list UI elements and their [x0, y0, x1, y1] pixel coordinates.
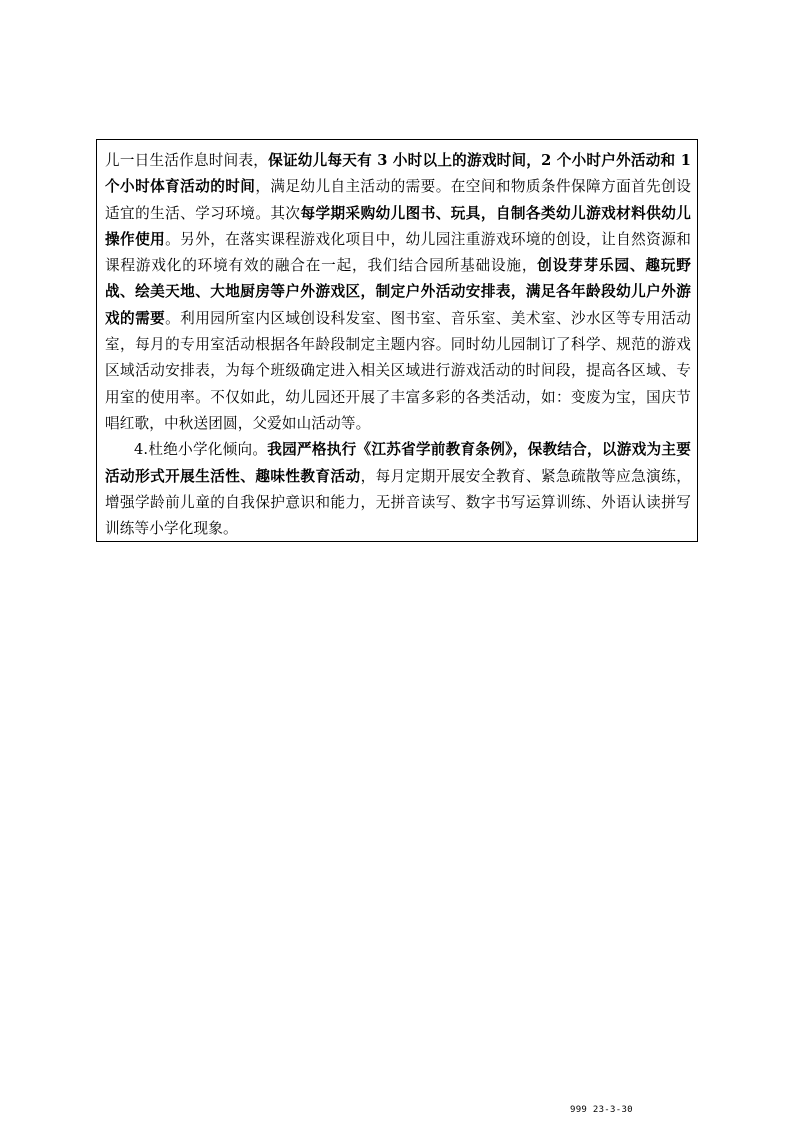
- footer-stamp: 999 23-3-30: [570, 1105, 633, 1115]
- text-segment: ，每月定期开展安全教育、紧急疏散等应急演练，增强学龄前儿童的自我保护意识和能力，无拼音读写、数字书写运算训练、外语认读拼写训练等小学化现象。: [105, 467, 691, 538]
- bold-text-segment: 我园严格执行《江苏省学前教育条例》，保教结合，以游戏为主要活动形式开展生活性、趣味性教育活动: [105, 441, 691, 485]
- text-segment: 。利用园所室内区域创设科发室、图书室、音乐室、美术室、沙水区等专用活动室，每月的专用室活动根据各年龄段制定主题内容。同时幼儿园制订了科学、规范的游戏区域活动安排表，为每个班级确定进入相关区域进行游戏活动的时间段，提高各区域、专用室的使用率。不仅如此，幼儿园还开展了丰富多彩的各类活动，如：变废为宝，国庆节唱红歌，中秋送团圆，父爱如山活动等。: [105, 309, 691, 432]
- paragraph-no-primary-school-tendency: [105, 437, 691, 542]
- content-box: [96, 139, 698, 542]
- text-segment: ，满足幼儿自主活动的需要。在空间和物质条件保障方面首先创设适宜的生活、学习环境。其次: [105, 178, 691, 222]
- bold-text-segment: 创设芽芽乐园、趣玩野战、绘美天地、大地厨房等户外游戏区，制定户外活动安排表，满足各年龄段幼儿户外游戏的需要: [105, 257, 691, 327]
- paragraph-play-time: [105, 148, 691, 437]
- bold-text-segment: 保证幼儿每天有 3 小时以上的游戏时间，2 个小时户外活动和 1 个小时体育活动的时间: [105, 152, 692, 196]
- text-segment: 儿一日生活作息时间表，: [105, 152, 269, 169]
- text-segment: 4.杜绝小学化倾向。: [134, 441, 268, 459]
- bold-text-segment: 每学期采购幼儿图书、玩具，自制各类幼儿游戏材料供幼儿操作使用: [105, 204, 692, 248]
- text-segment: 。另外，在落实课程游戏化项目中，幼儿园注重游戏环境的创设，让自然资源和课程游戏化的环境有效的融合在一起，我们结合园所基础设施，: [105, 230, 691, 275]
